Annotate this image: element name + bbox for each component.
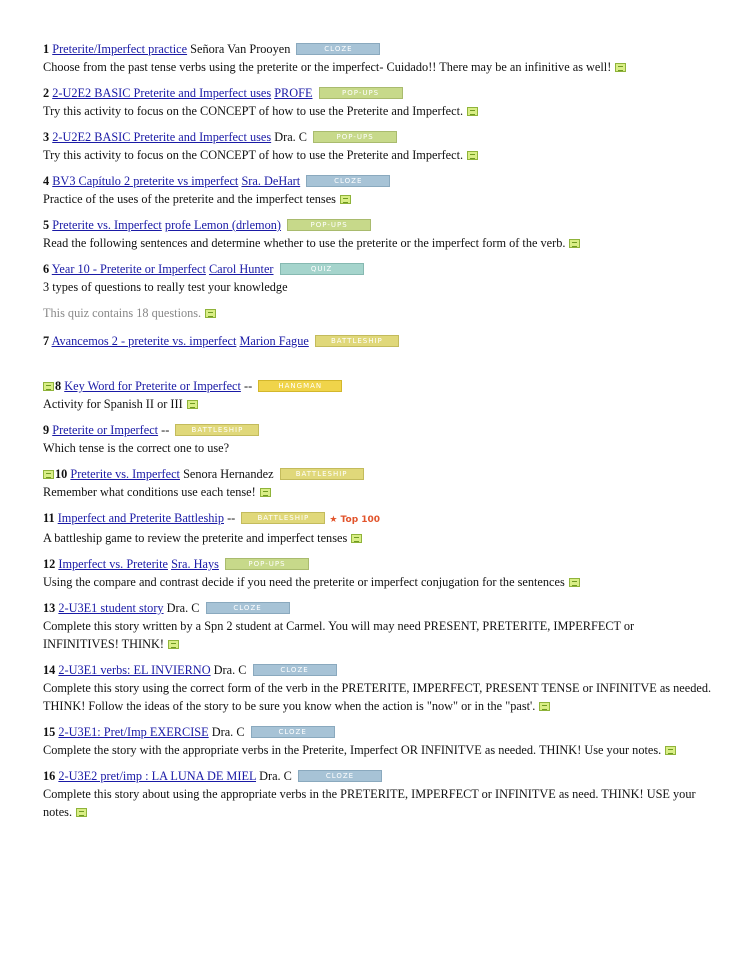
activity-header <box>43 377 713 395</box>
activity-header <box>43 40 713 58</box>
activity-description <box>43 785 713 821</box>
activity-header <box>43 465 713 483</box>
activity-item <box>43 555 713 591</box>
activity-number: 9 <box>43 423 50 437</box>
activity-header <box>43 599 713 617</box>
author-link[interactable]: Sra. DeHart <box>241 174 301 188</box>
activity-header <box>43 661 713 679</box>
activity-description <box>43 741 713 759</box>
activity-type-badge[interactable]: POP-UPS <box>225 558 309 570</box>
activity-description <box>43 679 713 715</box>
activity-item <box>43 172 713 208</box>
activity-description <box>43 573 713 591</box>
activity-title-link[interactable]: 2-U3E2 pret/imp : LA LUNA DE MIEL <box>58 769 257 783</box>
activity-description <box>43 146 713 164</box>
activity-title-link[interactable]: Preterite vs. Imperfect <box>52 218 162 232</box>
activity-description-text: Complete the story with the appropriate verbs in the Preterite, Imperfect OR INFINITVE as needed. THINK! Use your notes. <box>43 743 662 757</box>
activity-description-text: Using the compare and contrast decide if you need the preterite or imperfect conjugation for the sentences <box>43 575 565 589</box>
activity-type-badge[interactable]: QUIZ <box>280 263 364 275</box>
activity-title-link[interactable]: 2-U2E2 BASIC Preterite and Imperfect uses <box>52 86 272 100</box>
activity-description-text: Try this activity to focus on the CONCEPT of how to use the Preterite and Imperfect. <box>43 148 464 162</box>
activity-type-badge[interactable]: POP-UPS <box>287 219 371 231</box>
document-icon[interactable] <box>467 107 478 116</box>
activity-description <box>43 278 713 296</box>
activity-item <box>43 40 713 76</box>
activity-title-link[interactable]: 2-U2E2 BASIC Preterite and Imperfect uses <box>52 130 272 144</box>
activity-number: 11 <box>43 511 55 525</box>
activity-header <box>43 260 713 278</box>
activity-number: 12 <box>43 557 56 571</box>
activity-header <box>43 509 713 529</box>
activity-title-link[interactable]: Key Word for Preterite or Imperfect <box>64 379 241 393</box>
author-name: Señora Van Prooyen <box>190 42 291 56</box>
activity-title-link[interactable]: Preterite/Imperfect practice <box>52 42 188 56</box>
author-name: Senora Hernandez <box>183 467 274 481</box>
activity-number: 5 <box>43 218 50 232</box>
author-name: Dra. C <box>259 769 292 783</box>
activity-description <box>43 529 713 547</box>
activity-number: 13 <box>43 601 56 615</box>
activity-title-link[interactable]: Preterite vs. Imperfect <box>70 467 180 481</box>
activity-description-text: Complete this story about using the appropriate verbs in the PRETERITE, IMPERFECT or INFINITVE as need. THINK! USE your notes. <box>43 787 696 819</box>
activity-header <box>43 128 713 146</box>
author-name: Dra. C <box>274 130 308 144</box>
document-icon[interactable] <box>539 702 550 711</box>
activity-description-text: Remember what conditions use each tense! <box>43 485 256 499</box>
activity-description-text: 3 types of questions to really test your knowledge <box>43 280 288 294</box>
activity-number: 8 <box>55 379 62 393</box>
document-icon[interactable] <box>615 63 626 72</box>
activity-title-link[interactable]: 2-U3E1: Pret/Imp EXERCISE <box>58 725 209 739</box>
activity-item <box>43 599 713 653</box>
activity-description-text: Read the following sentences and determine whether to use the preterite or the imperfect form of the verb. <box>43 236 566 250</box>
activity-type-badge[interactable]: POP-UPS <box>319 87 403 99</box>
activity-title-link[interactable]: 2-U3E1 student story <box>58 601 164 615</box>
activity-item <box>43 377 713 413</box>
activity-item <box>43 421 713 457</box>
author-link[interactable]: profe Lemon (drlemon) <box>164 218 282 232</box>
activity-type-badge[interactable]: CLOZE <box>253 664 337 676</box>
activity-description-text: Complete this story written by a Spn 2 student at Carmel. You will may need PRESENT, PRETERITE, IMPERFECT or INFINITIVES! THINK! <box>43 619 635 651</box>
activity-type-badge[interactable]: POP-UPS <box>313 131 397 143</box>
activity-number: 15 <box>43 725 56 739</box>
author-name: Dra. C <box>213 663 247 677</box>
activity-type-badge[interactable]: CLOZE <box>251 726 335 738</box>
activity-description-text: Choose from the past tense verbs using the preterite or the imperfect- Cuidado!! There may be an infinitive as well! <box>43 60 612 74</box>
activity-title-link[interactable]: Imperfect and Preterite Battleship <box>57 511 224 525</box>
activity-title-link[interactable]: BV3 Capítulo 2 preterite vs imperfect <box>52 174 239 188</box>
activity-description <box>43 617 713 653</box>
activity-description-text: Practice of the uses of the preterite and the imperfect tenses <box>43 192 336 206</box>
activity-number: 16 <box>43 769 56 783</box>
activity-number: 2 <box>43 86 50 100</box>
quiz-note-text: This quiz contains 18 questions. <box>43 306 202 320</box>
activity-type-badge[interactable]: BATTLESHIP <box>241 512 325 524</box>
author-name: Dra. C <box>211 725 245 739</box>
separator: -- <box>161 423 170 437</box>
activity-description <box>43 190 713 208</box>
activity-item <box>43 465 713 501</box>
activity-item <box>43 84 713 120</box>
document-icon[interactable] <box>187 400 198 409</box>
activity-description-text: Complete this story using the correct form of the verb in the PRETERITE, IMPERFECT, PRESENT TENSE or INFINITVE as needed. THINK! Follow the ideas of the story to be sure you know when the action is "now" or in the "past'. <box>43 681 712 713</box>
author-link[interactable]: Carol Hunter <box>208 262 274 276</box>
activity-list <box>43 40 713 829</box>
author-link[interactable]: Sra. Hays <box>171 557 219 571</box>
activity-description <box>43 58 713 76</box>
activity-header <box>43 216 713 234</box>
document-icon[interactable] <box>351 534 362 543</box>
activity-description <box>43 483 713 501</box>
activity-type-badge[interactable]: CLOZE <box>298 770 382 782</box>
activity-title-link[interactable]: Year 10 - Preterite or Imperfect <box>51 262 206 276</box>
activity-description-text: Which tense is the correct one to use? <box>43 441 230 455</box>
activity-number: 7 <box>43 334 50 348</box>
activity-item <box>43 260 713 296</box>
document-icon[interactable] <box>569 239 580 248</box>
document-icon[interactable] <box>340 195 351 204</box>
activity-header <box>43 172 713 190</box>
separator: -- <box>227 511 236 525</box>
activity-description-text: Activity for Spanish II or III <box>43 397 183 411</box>
activity-type-badge[interactable]: BATTLESHIP <box>315 335 399 347</box>
activity-type-badge[interactable]: BATTLESHIP <box>280 468 364 480</box>
activity-type-badge[interactable]: CLOZE <box>296 43 380 55</box>
document-icon[interactable] <box>569 578 580 587</box>
activity-item <box>43 723 713 759</box>
document-icon[interactable] <box>205 309 216 318</box>
activity-type-badge[interactable]: CLOZE <box>306 175 390 187</box>
activity-number: 3 <box>43 130 50 144</box>
activity-header <box>43 421 713 439</box>
activity-title-link[interactable]: Imperfect vs. Preterite <box>58 557 168 571</box>
document-icon[interactable] <box>467 151 478 160</box>
activity-item <box>43 332 713 350</box>
activity-title-link[interactable]: Preterite or Imperfect <box>52 423 159 437</box>
activity-header <box>43 767 713 785</box>
author-name: Dra. C <box>166 601 200 615</box>
activity-description-text: A battleship game to review the preterite and imperfect tenses <box>43 531 348 545</box>
activity-item <box>43 509 713 547</box>
author-link[interactable]: Marion Fague <box>239 334 309 348</box>
activity-description <box>43 234 713 252</box>
activity-number: 4 <box>43 174 50 188</box>
activity-item <box>43 216 713 252</box>
activity-number: 6 <box>43 262 50 276</box>
activity-title-link[interactable]: Avancemos 2 - preterite vs. imperfect <box>51 334 237 348</box>
author-link[interactable]: PROFE <box>274 86 313 100</box>
activity-type-badge[interactable]: BATTLESHIP <box>175 424 259 436</box>
activity-item <box>43 128 713 164</box>
document-icon[interactable] <box>43 382 54 391</box>
quiz-note <box>43 304 713 322</box>
activity-description-text: Try this activity to focus on the CONCEPT of how to use the Preterite and Imperfect. <box>43 104 464 118</box>
activity-description <box>43 439 713 457</box>
activity-description <box>43 102 713 120</box>
activity-header <box>43 555 713 573</box>
activity-item <box>43 661 713 715</box>
document-icon[interactable] <box>168 640 179 649</box>
document-icon[interactable] <box>665 746 676 755</box>
activity-number: 10 <box>55 467 68 481</box>
activity-number: 1 <box>43 42 50 56</box>
top-100-star-icon: ★ Top 100 <box>329 515 381 525</box>
document-icon[interactable] <box>76 808 87 817</box>
document-icon[interactable] <box>43 470 54 479</box>
activity-description <box>43 395 713 413</box>
separator: -- <box>243 379 253 393</box>
activity-item <box>43 767 713 821</box>
activity-header <box>43 84 713 102</box>
activity-type-badge[interactable]: HANGMAN <box>258 380 342 392</box>
activity-title-link[interactable]: 2-U3E1 verbs: EL INVIERNO <box>58 663 211 677</box>
document-icon[interactable] <box>260 488 271 497</box>
activity-number: 14 <box>43 663 56 677</box>
activity-header <box>43 723 713 741</box>
activity-type-badge[interactable]: CLOZE <box>206 602 290 614</box>
activity-header <box>43 332 713 350</box>
